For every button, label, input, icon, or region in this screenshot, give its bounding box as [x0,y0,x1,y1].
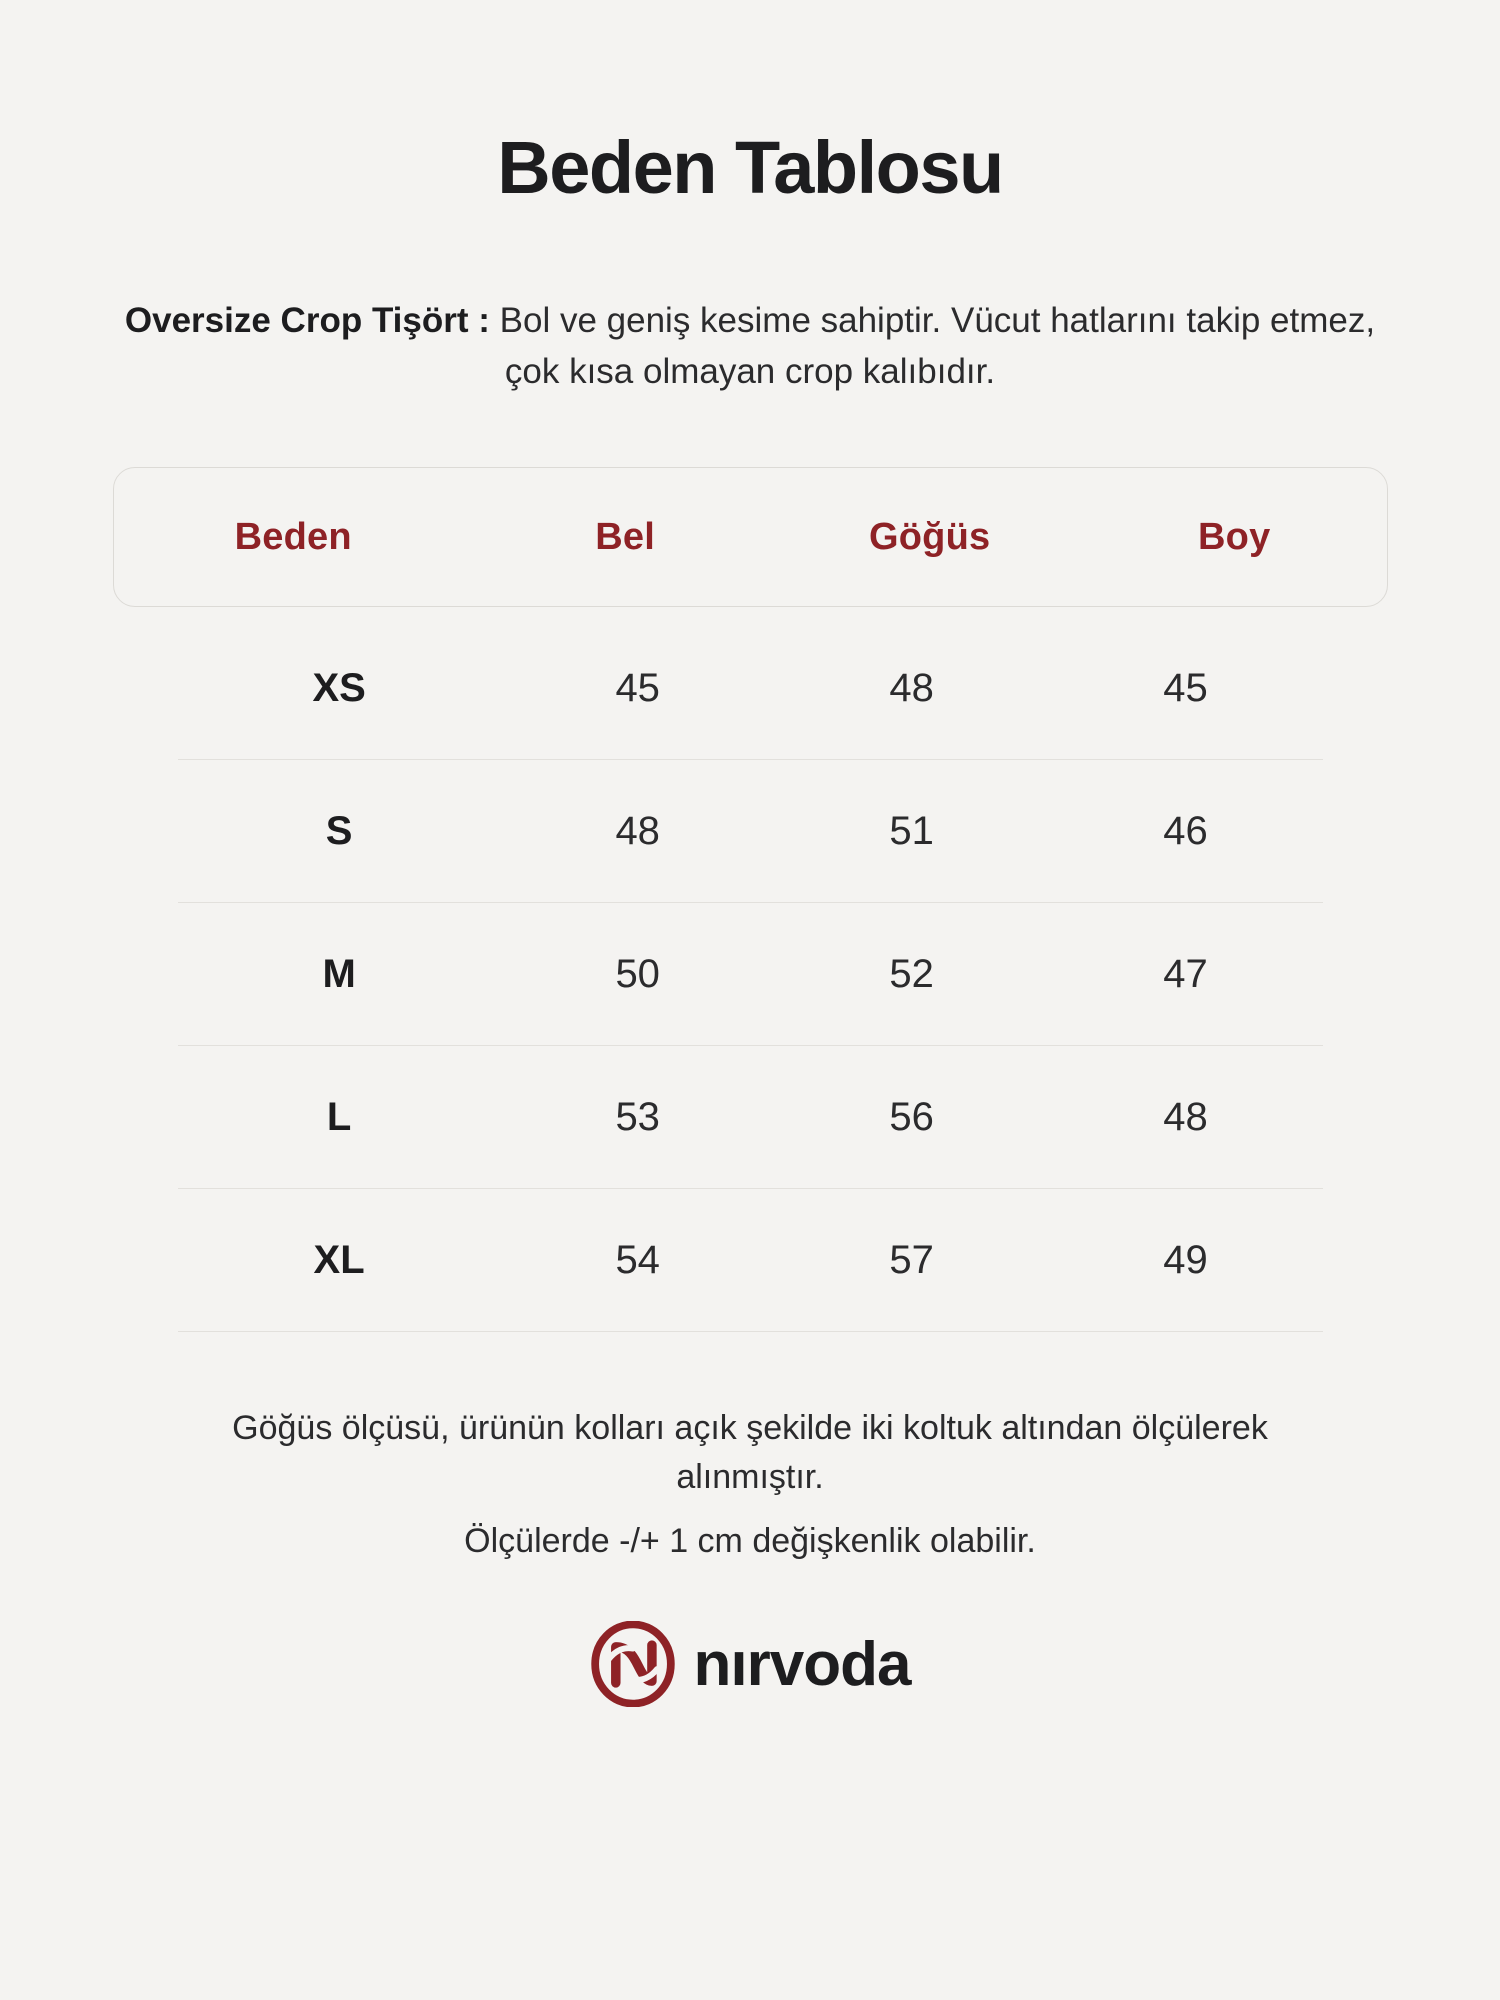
cell-size: S [325,808,353,853]
intro-text: Bol ve geniş kesime sahiptir. Vücut hatlarını takip etmez, çok kısa olmayan crop kalıbıdır. [489,300,1376,391]
intro-lead: Oversize Crop Tişört : [124,300,490,340]
column-header-boy: Boy [1198,515,1271,558]
table-header-row [114,468,1387,606]
table-row [178,1189,1323,1332]
column-header-gogus: Göğüs [869,515,991,558]
column-header-beden: Beden [234,515,352,558]
size-table [113,467,1388,1332]
cell-gogus: 51 [889,808,934,853]
table-row [178,617,1323,760]
cell-gogus: 56 [889,1094,934,1139]
note-line: Ölçülerde -/+ 1 cm değişkenlik olabilir. [464,1521,1036,1560]
cell-gogus: 48 [889,665,934,710]
cell-size: L [326,1094,352,1139]
cell-gogus: 52 [889,951,934,996]
measurement-notes [160,1404,1340,1565]
cell-bel: 45 [615,665,660,710]
table-row [178,760,1323,903]
cell-bel: 54 [615,1237,660,1282]
cell-size: XS [312,665,366,710]
cell-boy: 47 [1163,951,1208,996]
cell-boy: 49 [1163,1237,1208,1282]
cell-boy: 46 [1163,808,1208,853]
cell-boy: 45 [1163,665,1208,710]
page-title: Beden Tablosu [497,126,1003,209]
column-header-bel: Bel [595,515,655,558]
note-line: Göğüs ölçüsü, ürünün kolları açık şekilde iki koltuk altından ölçülerek alınmıştır. [232,1409,1268,1496]
cell-size: XL [313,1237,365,1282]
cell-boy: 48 [1163,1094,1208,1139]
cell-bel: 53 [615,1094,660,1139]
cell-bel: 48 [615,808,660,853]
intro-paragraph [108,296,1393,398]
cell-size: M [322,951,356,996]
table-header-container [113,467,1388,607]
cell-gogus: 57 [889,1237,934,1282]
nirvoda-n-monogram-icon [590,1621,676,1707]
brand-logo [590,1621,911,1707]
table-row [178,903,1323,1046]
brand-name: nırvoda [693,1629,911,1699]
table-row [178,1046,1323,1189]
cell-bel: 50 [615,951,660,996]
table-body [113,617,1388,1332]
